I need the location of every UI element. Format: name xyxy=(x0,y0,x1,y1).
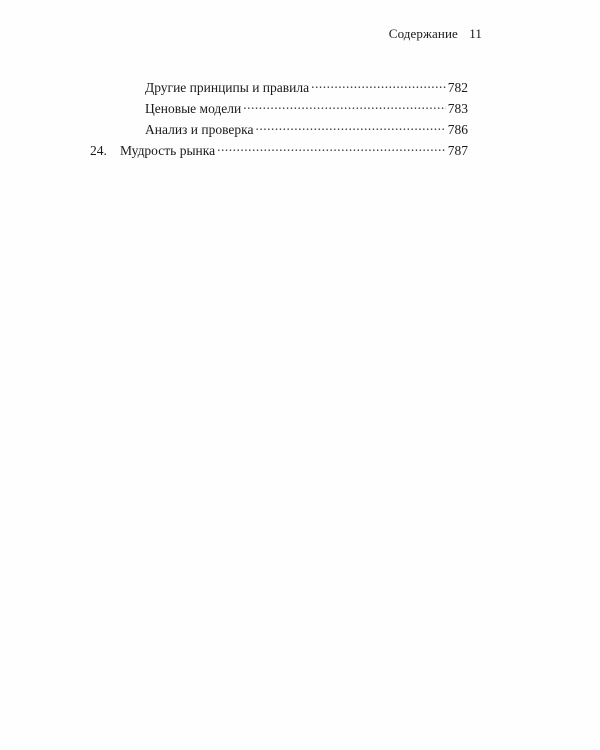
toc-entry-title: Другие принципы и правила xyxy=(145,79,310,95)
toc-entry-page: 783 xyxy=(447,100,468,116)
toc-entry xyxy=(90,120,468,141)
toc-entry-page: 786 xyxy=(447,121,468,137)
table-of-contents xyxy=(90,78,468,162)
running-head-page-number: 11 xyxy=(469,26,482,41)
toc-entry-title: Анализ и проверка xyxy=(145,121,254,137)
running-head-title: Содержание xyxy=(388,26,458,41)
toc-chapter-entry xyxy=(90,141,468,162)
toc-entry xyxy=(90,99,468,120)
toc-dot-leader xyxy=(311,78,446,92)
toc-dot-leader xyxy=(217,141,446,155)
toc-entry-title: Мудрость рынка xyxy=(120,142,216,158)
toc-entry-number: 24. xyxy=(90,142,107,158)
toc-dot-leader xyxy=(243,99,445,113)
toc-entry xyxy=(90,78,468,99)
toc-dot-leader xyxy=(255,120,445,134)
toc-entry-title: Ценовые модели xyxy=(145,100,242,116)
toc-entry-page: 787 xyxy=(447,142,468,158)
running-head xyxy=(389,26,482,42)
toc-entry-page: 782 xyxy=(447,79,468,95)
